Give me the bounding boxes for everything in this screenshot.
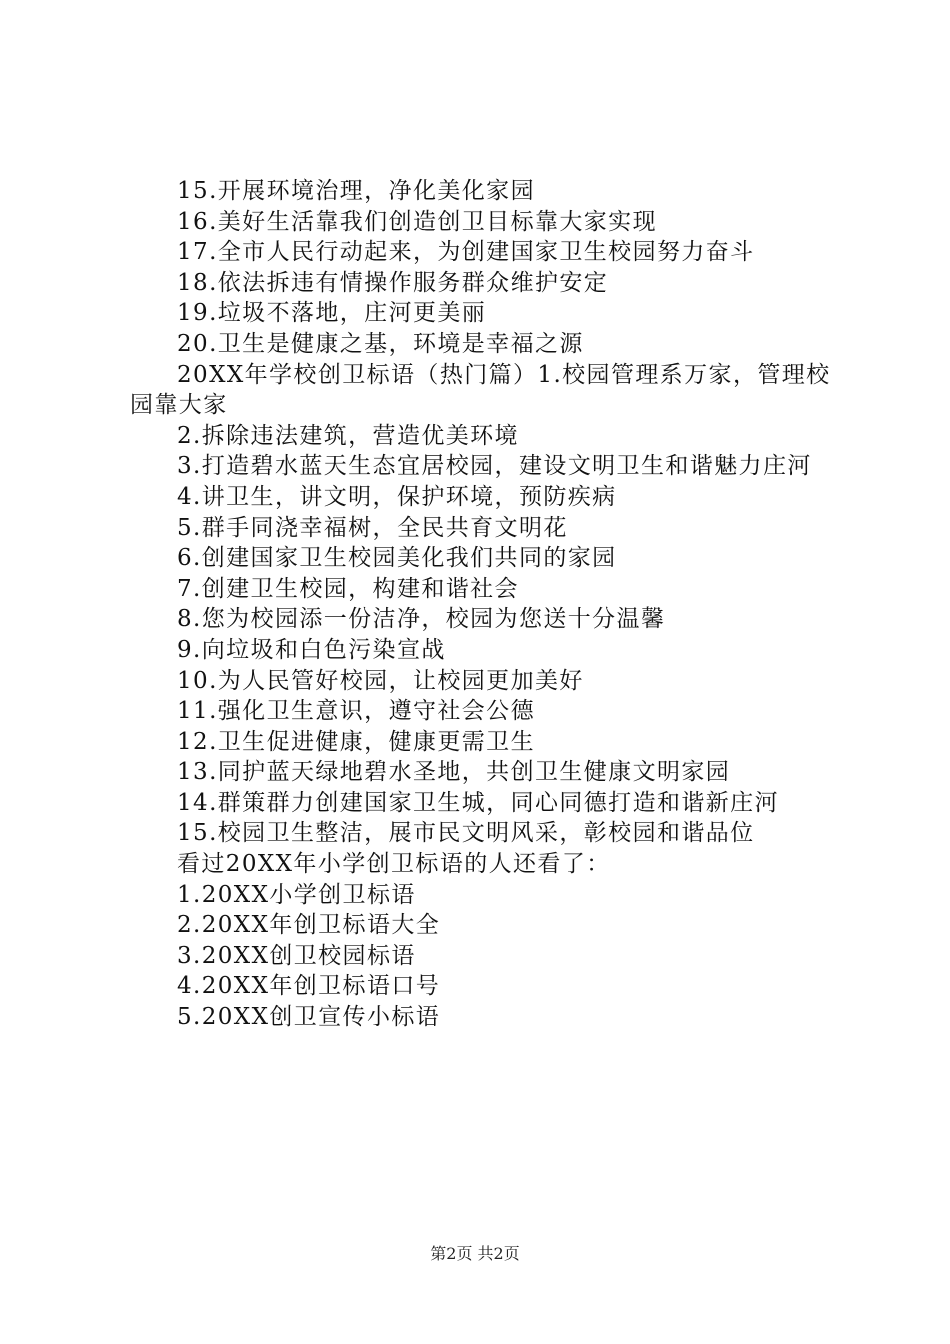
related-item: 1.20XX小学创卫标语 — [177, 881, 416, 908]
slogan-line: 13.同护蓝天绿地碧水圣地，共创卫生健康文明家园 — [177, 759, 731, 786]
related-intro: 看过20XX年小学创卫标语的人还看了： — [177, 851, 611, 878]
slogan-line: 11.强化卫生意识，遵守社会公德 — [177, 698, 535, 725]
slogan-line: 14.群策群力创建国家卫生城，同心同德打造和谐新庄河 — [177, 789, 779, 816]
slogan-line: 18.依法拆违有情操作服务群众维护安定 — [177, 269, 609, 296]
slogan-line: 17.全市人民行动起来，为创建国家卫生校园努力奋斗 — [177, 239, 755, 266]
slogan-line: 6.创建国家卫生校园美化我们共同的家园 — [177, 545, 617, 572]
slogan-line: 9.向垃圾和白色污染宣战 — [177, 636, 446, 663]
document-body — [130, 176, 832, 1033]
slogan-line: 12.卫生促进健康，健康更需卫生 — [177, 728, 535, 755]
slogan-line: 15.开展环境治理，净化美化家园 — [177, 178, 535, 204]
slogan-line: 5.群手同浇幸福树，全民共育文明花 — [177, 514, 568, 541]
page-number-footer: 第2页 共2页 — [430, 1244, 520, 1263]
related-item: 4.20XX年创卫标语口号 — [177, 973, 441, 1000]
section-heading-paragraph: 20XX年学校创卫标语（热门篇）1.校园管理系万家，管理校园靠大家 — [130, 361, 831, 419]
slogan-line: 8.您为校园添一份洁净，校园为您送十分温馨 — [177, 606, 666, 633]
slogan-line: 2.拆除违法建筑，营造优美环境 — [177, 422, 519, 449]
related-item: 3.20XX创卫校园标语 — [177, 942, 416, 969]
slogan-paragraph: 3.打造碧水蓝天生态宜居校园，建设文明卫生和谐魅力庄河 — [177, 453, 812, 480]
slogan-line: 15.校园卫生整洁，展市民文明风采，彰校园和谐品位 — [177, 820, 755, 847]
slogan-line: 10.为人民管好校园，让校园更加美好 — [177, 667, 584, 694]
slogan-line: 19.垃圾不落地，庄河更美丽 — [177, 300, 487, 327]
slogan-line: 7.创建卫生校园，构建和谐社会 — [177, 575, 519, 602]
slogan-line: 20.卫生是健康之基，环境是幸福之源 — [177, 330, 584, 357]
related-item: 2.20XX年创卫标语大全 — [177, 912, 441, 939]
slogan-line: 16.美好生活靠我们创造创卫目标靠大家实现 — [177, 208, 657, 235]
slogan-line: 4.讲卫生，讲文明，保护环境，预防疾病 — [177, 483, 617, 510]
related-item: 5.20XX创卫宣传小标语 — [177, 1004, 441, 1031]
